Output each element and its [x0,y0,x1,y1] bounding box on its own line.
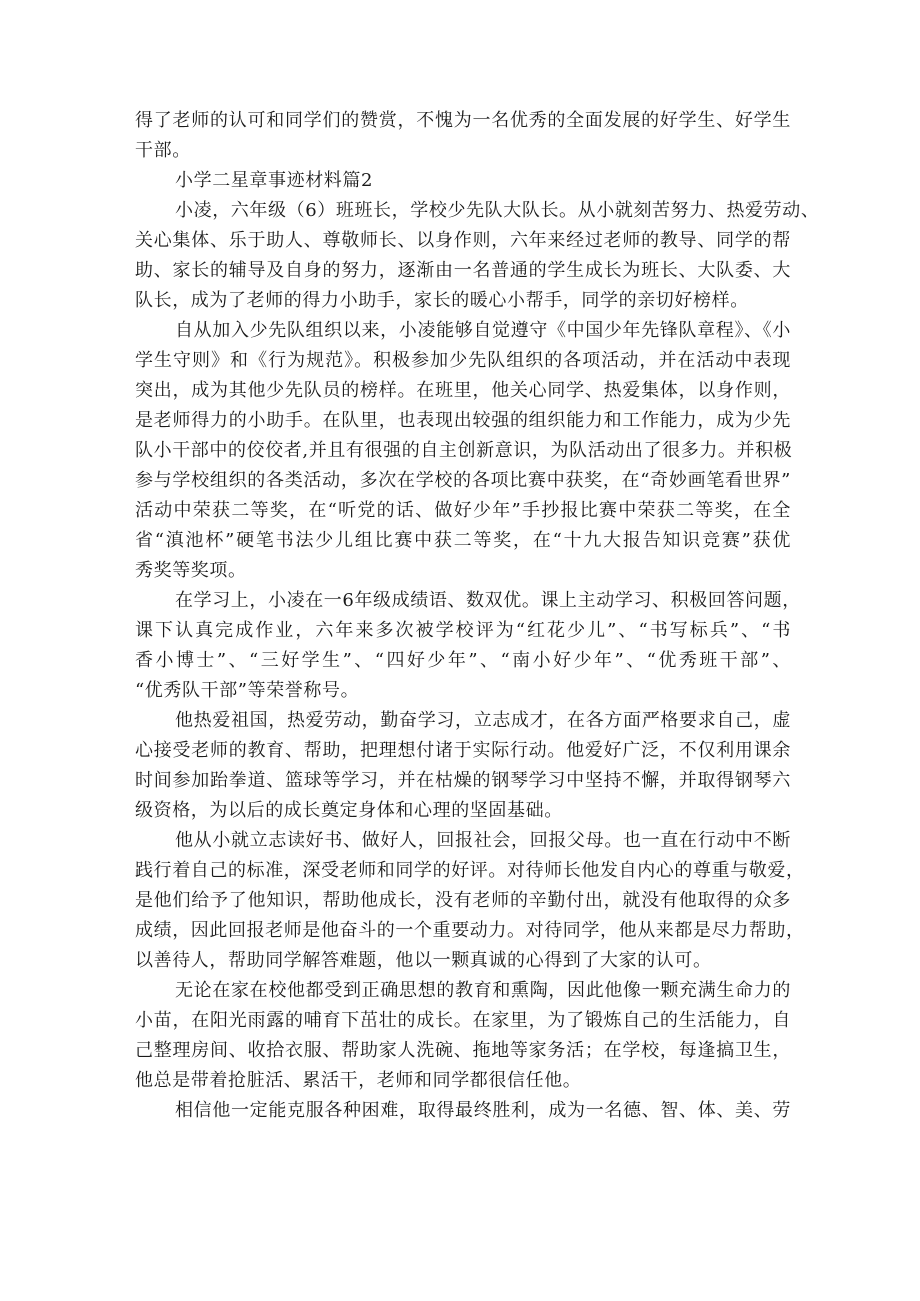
intro-fragment [135,106,791,166]
paragraph-line: 在学习上，小凌在一6年级成绩语、数双优。课上主动学习、积极回答问题， [175,590,801,611]
paragraph-line: 省“滇池杯”硬笔书法少儿组比赛中获二等奖，在“十九大报告知识竞赛”获优 [135,530,791,551]
paragraph-line: 活动中荣获二等奖，在“听党的话、做好少年”手抄报比赛中荣获二等奖，在全 [135,500,791,521]
paragraph-line: 队小干部中的佼佼者,并且有很强的自主创新意识，为队活动出了很多力。并积极 [135,440,793,461]
paragraph-line: 得了老师的认可和同学们的赞赏，不愧为一名优秀的全面发展的好学生、好学生 [135,110,791,131]
paragraph-line: 参与学校组织的各类活动，多次在学校的各项比赛中获奖，在“奇妙画笔看世界” [135,470,791,491]
paragraph-line: 突出，成为其他少先队员的榜样。在班里，他关心同学、热爱集体，以身作则， [135,380,791,401]
paragraph-line: 干部。 [135,140,191,161]
paragraph-line: 是老师得力的小助手。在队里，也表现出较强的组织能力和工作能力，成为少先 [135,410,791,431]
paragraph-line: 心接受老师的教育、帮助，把理想付诸于实际行动。他爱好广泛，不仅利用课余 [135,740,791,761]
paragraph-line: 无论在家在校他都受到正确思想的教育和熏陶，因此他像一颗充满生命力的 [175,980,791,1001]
paragraph-line: 践行着自己的标准，深受老师和同学的好评。对待师长他发自内心的尊重与敬爱， [135,860,805,881]
paragraph-line: 己整理房间、收拾衣服、帮助家人洗碗、拖地等家务活；在学校，每逢搞卫生， [135,1040,791,1061]
paragraph-line: 香小博士”、“三好学生”、“四好少年”、“南小好少年”、“优秀班干部”、 [135,650,791,671]
paragraph [135,826,805,976]
paragraph-line: 小苗，在阳光雨露的哺育下茁壮的成长。在家里，为了锻炼自己的生活能力，自 [135,1010,791,1031]
document-body [135,196,820,1126]
paragraph-line: 他从小就立志读好书、做好人，回报社会，回报父母。也一直在行动中不断 [175,830,791,851]
paragraph-line: 他热爱祖国，热爱劳动，勤奋学习，立志成才，在各方面严格要求自己，虚 [175,710,791,731]
paragraph-line: 队长，成为了老师的得力小助手，家长的暖心小帮手，同学的亲切好榜样。 [135,290,749,311]
paragraph-line: 关心集体、乐于助人、尊敬师长、以身作则，六年来经过老师的教导、同学的帮 [135,230,791,251]
paragraph [135,976,791,1096]
paragraph [135,1096,791,1126]
document-page [135,106,820,1126]
paragraph-line: 相信他一定能克服各种困难，取得最终胜利，成为一名德、智、体、美、劳 [175,1100,791,1121]
paragraph-line: 他总是带着抢脏活、累活干，老师和同学都很信任他。 [135,1070,582,1091]
paragraph-line: 助、家长的辅导及自身的努力，逐渐由一名普通的学生成长为班长、大队委、大 [135,260,791,281]
paragraph [135,196,820,316]
paragraph-line: 学生守则》和《行为规范》。积极参加少先队组织的各项活动，并在活动中表现 [135,350,791,371]
paragraph [135,316,791,586]
paragraph-line: 级资格，为以后的成长奠定身体和心理的坚固基础。 [135,800,563,821]
paragraph-line: 成绩，因此回报老师是他奋斗的一个重要动力。对待同学，他从来都是尽力帮助， [135,920,805,941]
paragraph-line: 自从加入少先队组织以来，小凌能够自觉遵守《中国少年先锋队章程》、《小 [175,320,791,341]
paragraph-line: 课下认真完成作业，六年来多次被学校评为“红花少儿”、“书写标兵”、“书 [135,620,791,641]
paragraph-line: 是他们给予了他知识，帮助他成长，没有老师的辛勤付出，就没有他取得的众多 [135,890,791,911]
paragraph-line: 时间参加跆拳道、篮球等学习，并在枯燥的钢琴学习中坚持不懈，并取得钢琴六 [135,770,791,791]
paragraph-line: “优秀队干部”等荣誉称号。 [135,680,360,701]
paragraph-line: 以善待人，帮助同学解答难题，他以一颗真诚的心得到了大家的认可。 [135,950,712,971]
paragraph [135,706,791,826]
paragraph-line: 小凌，六年级（6）班班长，学校少先队大队长。从小就刻苦努力、热爱劳动、 [175,200,820,221]
paragraph [135,586,801,706]
paragraph-line: 秀奖等奖项。 [135,560,247,581]
section-title: 小学二星章事迹材料篇2 [175,170,374,191]
